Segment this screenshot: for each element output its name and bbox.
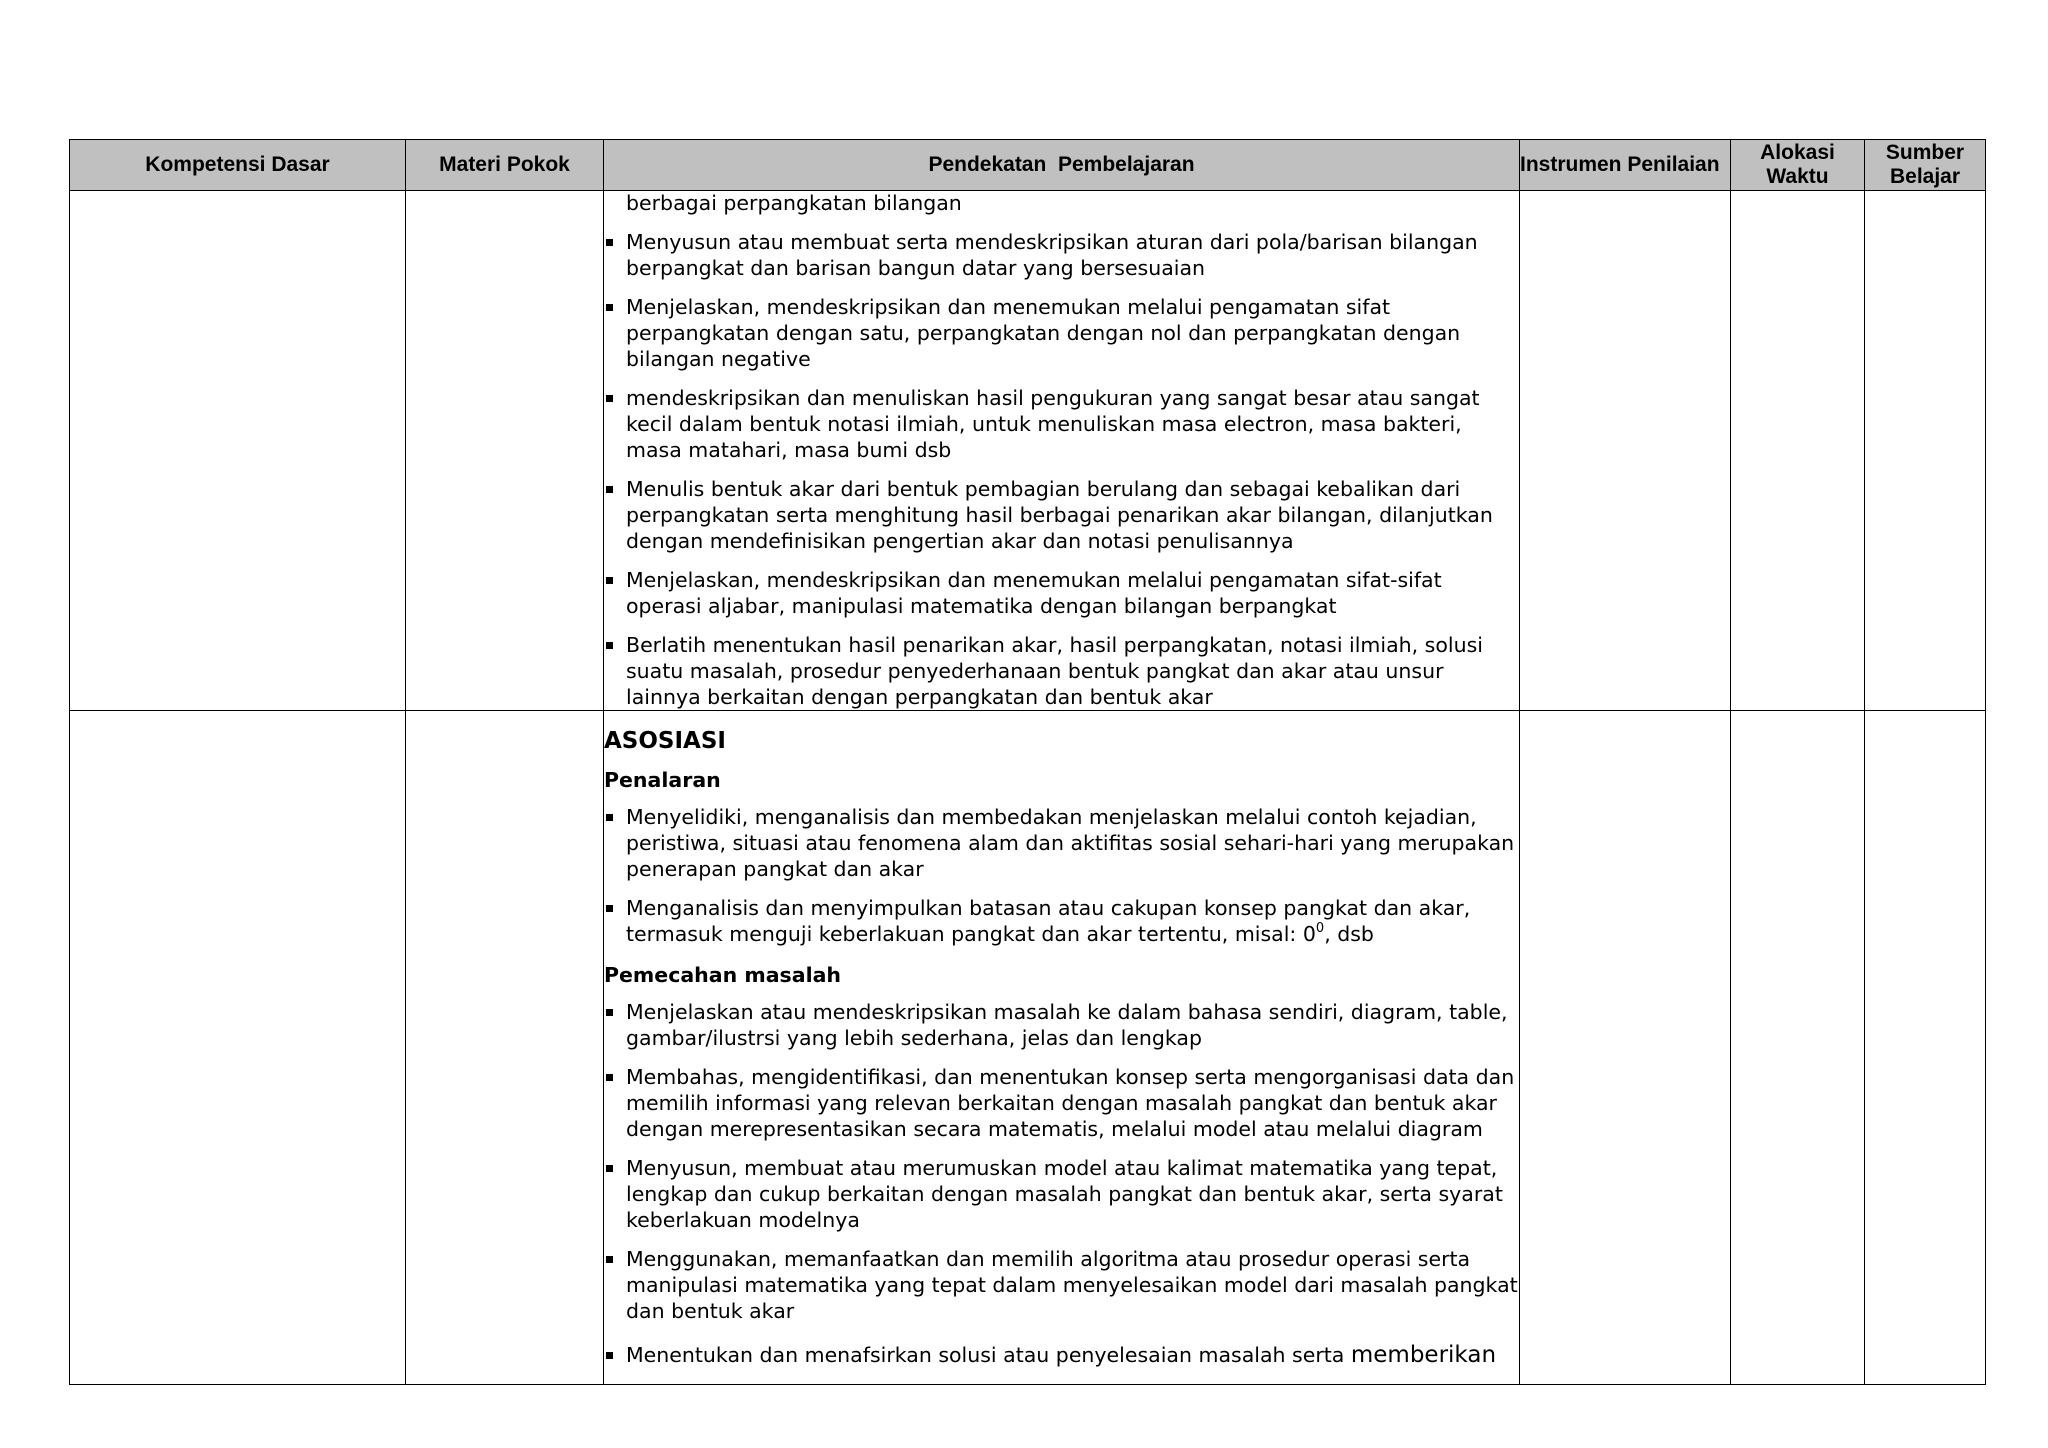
table-row [70, 711, 1986, 1385]
alokasi-cell [1731, 711, 1865, 1385]
subsection-heading: Pemecahan masalah [604, 963, 842, 987]
kompetensi-cell [70, 191, 406, 711]
sumber-cell [1865, 191, 1986, 711]
materi-cell [406, 711, 604, 1385]
list-item: Menjelaskan, mendeskripsikan dan menemukan melalui pengamatan sifat-sifat operasi aljabar, manipulasi matematika dengan bilangan berpangkat [604, 567, 1519, 619]
pendekatan-cell [604, 191, 1520, 711]
subsection-heading: Penalaran [604, 768, 721, 792]
list-item: Menjelaskan, mendeskripsikan dan menemukan melalui pengamatan sifat perpangkatan dengan satu, perpangkatan dengan nol dan perpangkatan dengan bilangan negative [604, 294, 1519, 372]
list-item: Menganalisis dan menyimpulkan batasan atau cakupan konsep pangkat dan akar, termasuk menguji keberlakuan pangkat dan akar tertentu, misal: $0^0$, dsb [604, 895, 1519, 951]
sumber-cell [1865, 711, 1986, 1385]
list-item: Menyusun atau membuat serta mendeskripsikan aturan dari pola/barisan bilangan berpangkat dan barisan bangun datar yang bersesuaian [604, 229, 1519, 281]
table-row [70, 191, 1986, 711]
activity-list [604, 229, 1519, 710]
section-heading: ASOSIASI [604, 728, 726, 754]
instrumen-cell [1520, 191, 1731, 711]
list-item: Menjelaskan atau mendeskripsikan masalah ke dalam bahasa sendiri, diagram, table, gambar/ilustrsi yang lebih sederhana, jelas dan lengkap [604, 999, 1519, 1051]
list-item: Menulis bentuk akar dari bentuk pembagian berulang dan sebagai kebalikan dari perpangkatan serta menghitung hasil berbagai penarikan akar bilangan, dilanjutkan dengan mendefinisikan pengertian akar dan notasi penulisannya [604, 476, 1519, 554]
header-alokasi-waktu: Alokasi Waktu [1731, 140, 1865, 191]
header-kompetensi-dasar: Kompetensi Dasar [70, 140, 406, 191]
list-item: Menggunakan, memanfaatkan dan memilih algoritma atau prosedur operasi serta manipulasi matematika yang tepat dalam menyelesaikan model dari masalah pangkat dan bentuk akar [604, 1246, 1519, 1324]
materi-cell [406, 191, 604, 711]
alokasi-cell [1731, 191, 1865, 711]
continued-text: berbagai perpangkatan bilangan [626, 191, 962, 215]
list-item: Membahas, mengidentifikasi, dan menentukan konsep serta mengorganisasi data dan memilih informasi yang relevan berkaitan dengan masalah pangkat dan bentuk akar dengan merepresentasikan secara matematis, melalui model atau melalui diagram [604, 1064, 1519, 1142]
kompetensi-cell [70, 711, 406, 1385]
instrumen-cell [1520, 711, 1731, 1385]
header-row [70, 140, 1986, 191]
list-item: Menyusun, membuat atau merumuskan model atau kalimat matematika yang tepat, lengkap dan cukup berkaitan dengan masalah pangkat dan bentuk akar, serta syarat keberlakuan modelnya [604, 1155, 1519, 1233]
header-pendekatan-pembelajaran: Pendekatan Pembelajaran [604, 140, 1520, 191]
header-materi-pokok: Materi Pokok [406, 140, 604, 191]
superscript: 0 [1315, 921, 1325, 936]
list-item: mendeskripsikan dan menuliskan hasil pengukuran yang sangat besar atau sangat kecil dalam bentuk notasi ilmiah, untuk menuliskan masa electron, masa bakteri, masa matahari, masa bumi dsb [604, 385, 1519, 463]
syllabus-table [69, 139, 1986, 1385]
activity-list [604, 999, 1519, 1368]
list-item: Menyelidiki, menganalisis dan membedakan menjelaskan melalui contoh kejadian, peristiwa, situasi atau fenomena alam dan aktifitas sosial sehari-hari yang merupakan penerapan pangkat dan akar [604, 804, 1519, 882]
list-item: Menentukan dan menafsirkan solusi atau penyelesaian masalah serta memberikan [604, 1342, 1519, 1368]
activity-list [604, 804, 1519, 951]
list-item: Berlatih menentukan hasil penarikan akar, hasil perpangkatan, notasi ilmiah, solusi suatu masalah, prosedur penyederhanaan bentuk pangkat dan akar atau unsur lainnya berkaitan dengan perpangkatan dan bentuk akar [604, 632, 1519, 710]
pendekatan-cell [604, 711, 1520, 1385]
header-sumber-belajar: Sumber Belajar [1865, 140, 1986, 191]
header-instrumen-penilaian: Instrumen Penilaian [1520, 140, 1731, 191]
